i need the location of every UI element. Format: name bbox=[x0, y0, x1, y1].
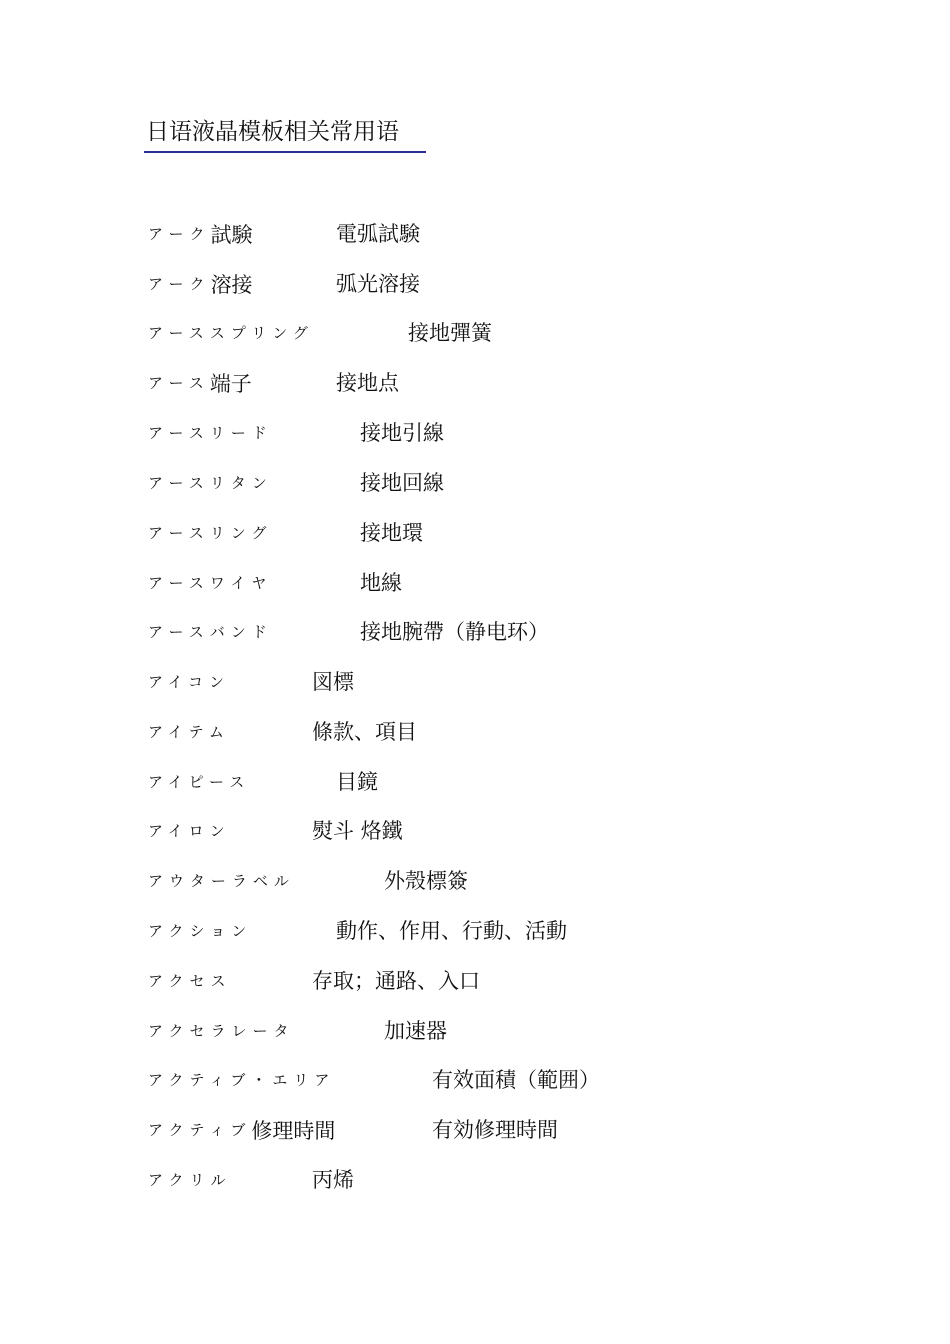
term-kana: アクリル bbox=[148, 1171, 232, 1189]
term-kana: アースバンド bbox=[148, 623, 273, 641]
term-japanese bbox=[148, 468, 273, 499]
list-item bbox=[0, 518, 950, 548]
term-kana: アースリング bbox=[148, 524, 273, 542]
term-translation: 丙烯 bbox=[312, 1168, 354, 1192]
term-kana: アイテム bbox=[148, 723, 230, 741]
term-translation: 有効修理時間 bbox=[432, 1118, 558, 1142]
list-item bbox=[0, 667, 950, 697]
term-kana: アースリタン bbox=[148, 474, 273, 492]
term-japanese bbox=[148, 816, 231, 847]
term-japanese bbox=[148, 966, 232, 997]
term-translation: 電弧試験 bbox=[336, 222, 420, 246]
list-item bbox=[0, 318, 950, 348]
term-japanese bbox=[148, 717, 230, 748]
term-translation: 地線 bbox=[360, 571, 402, 595]
term-kana: アクティブ・エリア bbox=[148, 1071, 336, 1089]
term-kana: アーク bbox=[148, 275, 211, 293]
list-item bbox=[0, 916, 950, 946]
term-japanese bbox=[148, 866, 295, 897]
list-item bbox=[0, 767, 950, 797]
term-translation: 接地腕帶（静电环） bbox=[360, 620, 549, 644]
term-japanese bbox=[148, 269, 253, 300]
term-translation: 接地彈簧 bbox=[408, 321, 492, 345]
term-kanji: 修理時間 bbox=[251, 1119, 336, 1143]
term-kana: アイロン bbox=[148, 822, 231, 840]
term-kana: アーク bbox=[148, 225, 211, 243]
list-item bbox=[0, 966, 950, 996]
list-item bbox=[0, 568, 950, 598]
term-translation: 外殼標簽 bbox=[384, 869, 468, 893]
list-item bbox=[0, 269, 950, 299]
list-item bbox=[0, 1115, 950, 1145]
term-japanese bbox=[148, 617, 273, 648]
term-japanese bbox=[148, 318, 314, 349]
term-translation: 弧光溶接 bbox=[336, 272, 420, 296]
list-item bbox=[0, 418, 950, 448]
term-japanese bbox=[148, 767, 250, 798]
term-translation: 接地引線 bbox=[360, 421, 444, 445]
term-kana: アクティブ bbox=[148, 1121, 252, 1139]
term-japanese bbox=[148, 219, 253, 250]
term-translation: 有效面積（範囲） bbox=[432, 1068, 600, 1092]
term-kana: アースワイヤ bbox=[148, 574, 273, 592]
term-japanese bbox=[148, 667, 230, 698]
term-translation: 接地回線 bbox=[360, 471, 444, 495]
list-item bbox=[0, 468, 950, 498]
term-kana: アクセス bbox=[148, 972, 232, 990]
list-item bbox=[0, 717, 950, 747]
term-japanese bbox=[148, 368, 252, 399]
list-item bbox=[0, 368, 950, 398]
term-kana: アイコン bbox=[148, 673, 231, 691]
term-kana: アウターラベル bbox=[148, 872, 295, 890]
term-kana: アース bbox=[148, 374, 210, 392]
term-japanese bbox=[148, 1115, 335, 1146]
list-item bbox=[0, 219, 950, 249]
term-translation: 接地環 bbox=[360, 521, 423, 545]
term-translation: 熨斗 烙鐵 bbox=[312, 819, 403, 843]
term-japanese bbox=[148, 1165, 232, 1196]
term-kana: アースリード bbox=[148, 424, 273, 442]
term-translation: 接地点 bbox=[336, 371, 399, 395]
term-japanese bbox=[148, 568, 272, 599]
term-kanji: 試験 bbox=[210, 223, 253, 247]
term-kanji: 溶接 bbox=[210, 273, 253, 297]
list-item bbox=[0, 1016, 950, 1046]
term-translation: 図標 bbox=[312, 670, 354, 694]
term-japanese bbox=[148, 518, 273, 549]
list-item bbox=[0, 617, 950, 647]
term-translation: 加速器 bbox=[384, 1019, 447, 1043]
list-item bbox=[0, 866, 950, 896]
term-kana: アーススプリング bbox=[148, 324, 314, 342]
list-item bbox=[0, 816, 950, 846]
term-japanese bbox=[148, 1065, 335, 1096]
term-kana: アクセラレータ bbox=[148, 1022, 295, 1040]
list-item bbox=[0, 1065, 950, 1095]
term-japanese bbox=[148, 418, 273, 449]
term-japanese bbox=[148, 916, 252, 947]
term-translation: 動作、作用、行動、活動 bbox=[336, 919, 567, 943]
term-translation: 存取；通路、入口 bbox=[312, 969, 480, 993]
term-translation: 條款、項目 bbox=[312, 720, 417, 744]
title-underline bbox=[144, 151, 426, 153]
term-kana: アイピース bbox=[148, 773, 251, 791]
term-japanese bbox=[148, 1016, 295, 1047]
term-kanji: 端子 bbox=[209, 372, 252, 396]
list-item bbox=[0, 1165, 950, 1195]
term-translation: 目鏡 bbox=[336, 770, 378, 794]
page-title: 日语液晶模板相关常用语 bbox=[146, 119, 399, 145]
term-kana: アクション bbox=[148, 922, 253, 940]
